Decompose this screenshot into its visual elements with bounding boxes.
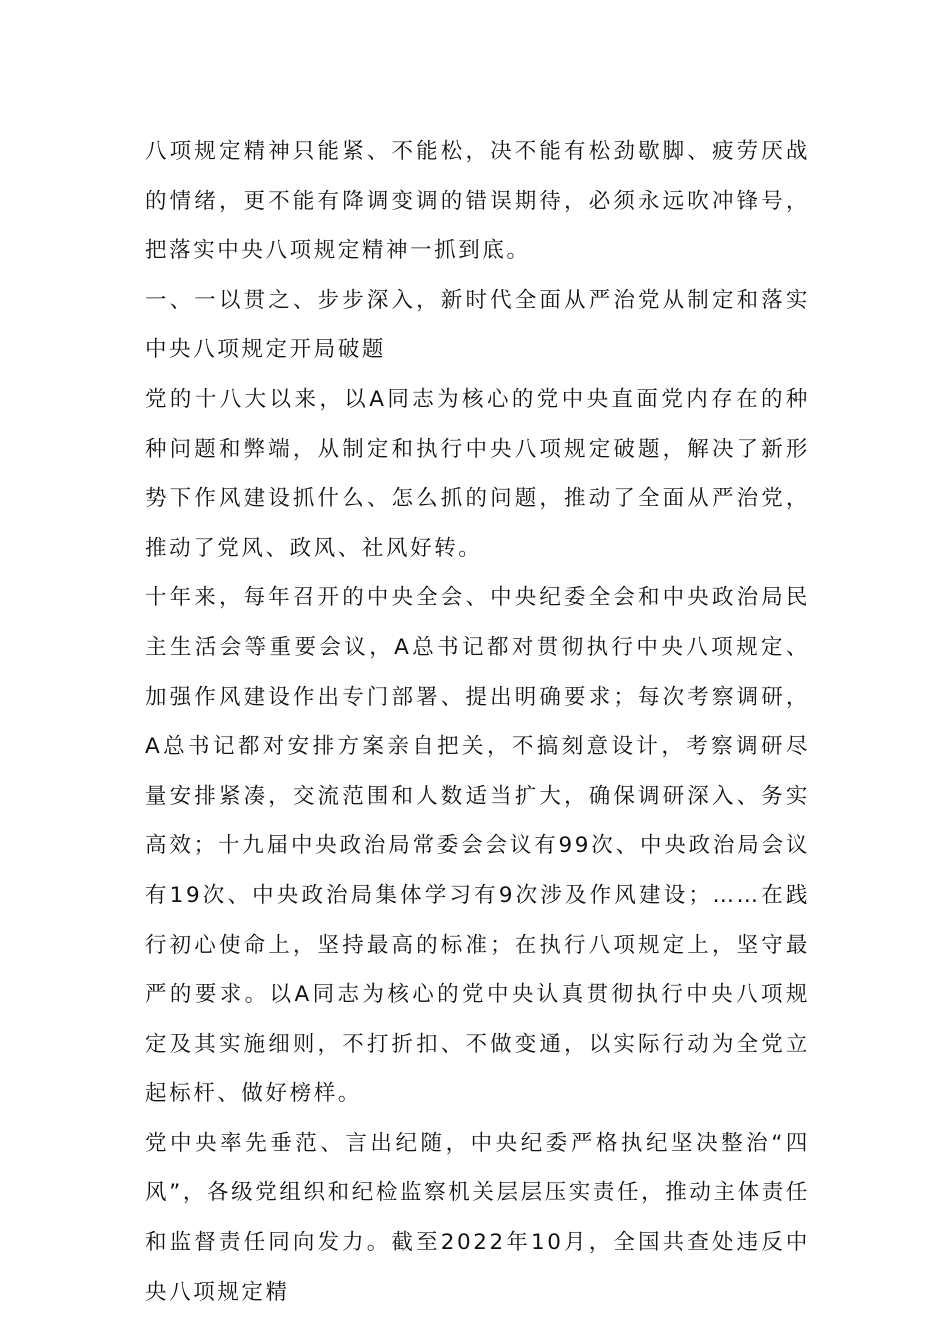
paragraph-since-18th-congress: 党的十八大以来，以A同志为核心的党中央直面党内存在的种种问题和弊端，从制定和执行中央八项规定破题，解决了新形势下作风建设抓什么、怎么抓的问题，推动了全面从严治党，推动了党风、政风、社风好转。 <box>145 386 810 561</box>
paragraph-intro: 八项规定精神只能紧、不能松，决不能有松劲歇脚、疲劳厌战的情绪，更不能有降调变调的错误期待，必须永远吹冲锋号，把落实中央八项规定精神一抓到底。 <box>145 139 810 264</box>
paragraph-central-committee: 党中央率先垂范、言出纪随，中央纪委严格执纪坚决整治“四风”，各级党组织和纪检监察机关层层压实责任，推动主体责任和监督责任同向发力。截至2022年10月，全国共查处违反中央八项规定精 <box>145 1130 810 1305</box>
document-body <box>145 127 810 1317</box>
section-heading: 一、一以贯之、步步深入，新时代全面从严治党从制定和落实中央八项规定开局破题 <box>145 287 810 363</box>
paragraph-ten-years: 十年来，每年召开的中央全会、中央纪委全会和中央政治局民主生活会等重要会议，A总书记都对贯彻执行中央八项规定、加强作风建设作出专门部署、提出明确要求；每次考察调研，A总书记都对安排方案亲自把关，不搞刻意设计，考察调研尽量安排紧凑，交流范围和人数适当扩大，确保调研深入、务实高效；十九届中央政治局常委会会议有99次、中央政治局会议有19次、中央政治局集体学习有9次涉及作风建设；……在践行初心使命上，坚持最高的标准；在执行八项规定上，坚守最严的要求。以A同志为核心的党中央认真贯彻执行中央八项规定及其实施细则，不打折扣、不做变通，以实际行动为全党立起标杆、做好榜样。 <box>145 585 810 1107</box>
